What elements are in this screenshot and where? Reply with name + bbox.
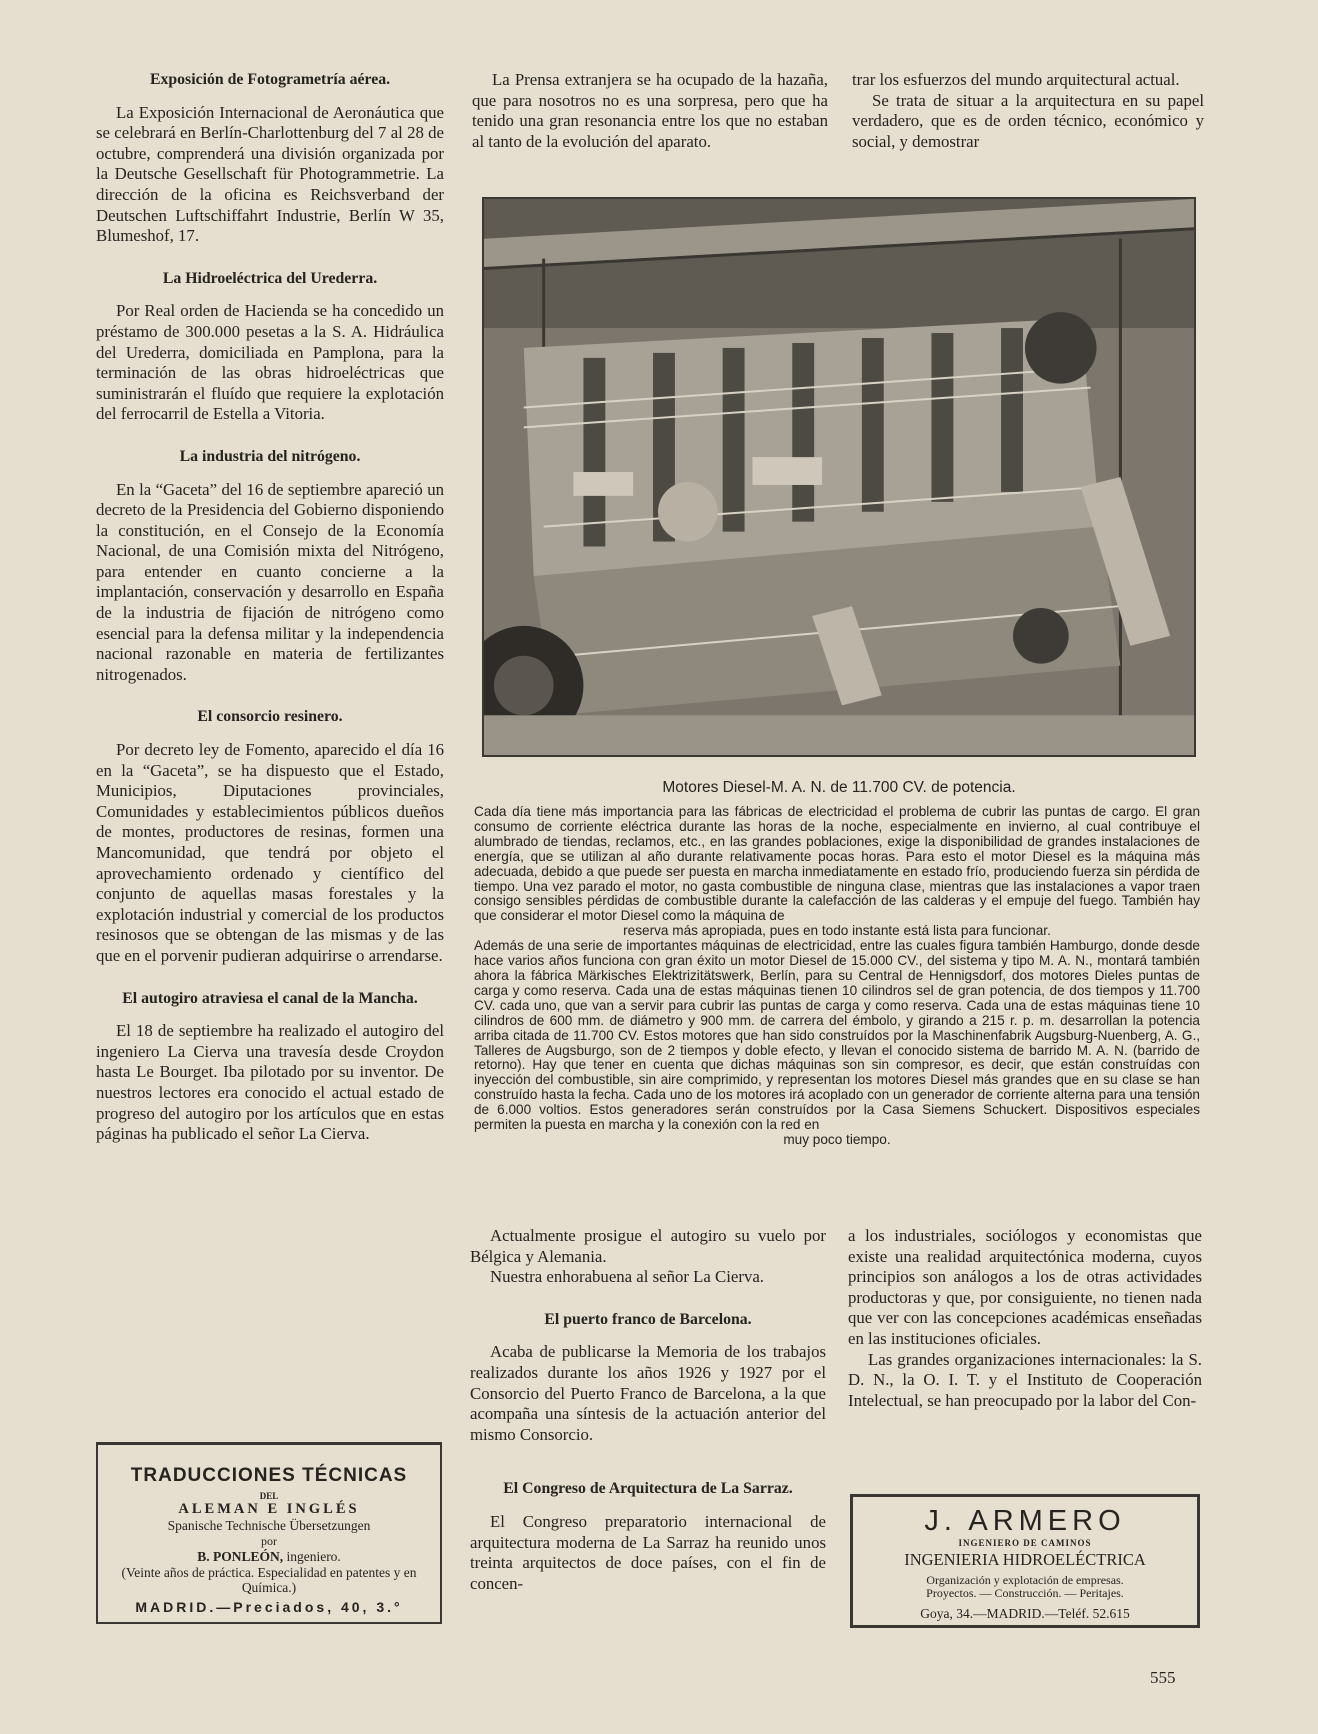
diesel-paragraph-1-end: reserva más apropiada, pues en todo instante está lista para funcionar. — [623, 923, 1051, 939]
advertisement-traducciones — [96, 1442, 442, 1624]
ad-traducciones-languages: ALEMAN E INGLÉS — [178, 1501, 360, 1517]
ad-armero-services-1: Organización y explotación de empresas. — [926, 1573, 1124, 1587]
ad-traducciones-address: MADRID.—Preciados, 40, 3.° — [135, 1599, 403, 1615]
congreso-paragraph: Se trata de situar a la arquitectura en su papel verdadero, que es de orden técnico, económico y social, y demostrar — [852, 90, 1204, 151]
engine-illustration — [484, 199, 1194, 755]
diesel-paragraph-1: Cada día tiene más importancia para las fábricas de electricidad el problema de cubrir las puntas de cargo. El gran consumo de corriente eléctrica durante las horas de la noche, especialmente en invierno, al cual contribuye el alumbrado de tiendas, reclamos, etc., en las grandes poblaciones, exige la disponibilidad de grandes instalaciones de energía, que se utilizan al año durante relativamente pocas horas. Para esto el motor Diesel es la máquina más adecuada, debido a que puede ser puesta en marcha inmediatamente en estado frío, produciendo fuerza sin pérdida de tiempo. Una vez parado el motor, no gasta combustible de ninguna clase, mientras que las instalaciones a vapor traen consigo sensibles pérdidas de combustible durante la calefacción de las calderas y el empuje del fuego. También hay que considerar el motor Diesel como la máquina de — [474, 804, 1200, 924]
section-text-congreso: El Congreso preparatorio internacional de arquitectura moderna de La Sarraz ha reunido unos treinta arquitectos de doce países, con el fin de concen- — [470, 1511, 826, 1593]
ad-armero-address: Goya, 34.—MADRID.—Teléf. 52.615 — [920, 1606, 1130, 1621]
section-title-autogiro: El autogiro atraviesa el canal de la Mancha. — [122, 989, 418, 1007]
congreso-continuation: trar los esfuerzos del mundo arquitectural actual. — [852, 70, 1180, 89]
autogiro-enhorabuena: Nuestra enhorabuena al señor La Cierva. — [490, 1267, 764, 1287]
section-title-congreso: El Congreso de Arquitectura de La Sarraz. — [503, 1480, 793, 1498]
section-text-fotogrametria: La Exposición Internacional de Aeronáutica que se celebrará en Berlín-Charlottenburg del 7 al 28 de octubre, comprenderá una división organizada por la Deutsche Gesellschaft für Photogrammetrie. La dirección de la oficina es Reichsverband der Deutschen Luftschiffahrt Industrie, Berlín W 35, Blumeshof, 17. — [96, 102, 444, 246]
photo-caption: Motores Diesel-M. A. N. de 11.700 CV. de potencia. — [662, 779, 1016, 796]
section-title-fotogrametria: Exposición de Fotogrametría aérea. — [149, 71, 391, 88]
ad-traducciones-title: TRADUCCIONES TÉCNICAS — [130, 1465, 408, 1486]
ad-traducciones-del: DEL — [259, 1491, 279, 1501]
ad-armero-specialty: INGENIERIA HIDROELÉCTRICA — [904, 1550, 1146, 1569]
congreso-organizaciones: Las grandes organizaciones internacionales: la S. D. N., la O. I. T. y el Instituto de Cooperación Intelectual, se han preocupado por la labor del Con- — [848, 1349, 1202, 1410]
section-text-nitrogeno: En la “Gaceta” del 16 de septiembre apareció un decreto de la Presidencia del Gobierno disponiendo la constitución, en el Consejo de la Economía Nacional, de una Comisión mixta del Nitrógeno, para entender en cuanto concierne a la implantación, conservación y desarrollo en España de la industria de fijación de nitrógeno como esencial para la defensa militar y la independencia nacional razonable en materia de fertilizantes nitrogenados. — [96, 479, 444, 684]
ad-traducciones-role: ingeniero. — [286, 1549, 341, 1564]
left-column — [96, 70, 444, 1145]
ad-traducciones-por: por — [261, 1534, 277, 1548]
ad-traducciones-name: B. PONLEÓN, — [197, 1549, 284, 1564]
ad-armero-name: J. ARMERO — [924, 1505, 1126, 1537]
section-title-urederra: La Hidroeléctrica del Urederra. — [162, 269, 378, 287]
congreso-paragraph-cont: a los industriales, sociólogos y economistas que existe una realidad arquitectónica moderna, cuyos principios son análogos a los de otras actividades productoras y que, por consiguiente, no tienen nada que ver con las concepciones académicas enseñadas en las instituciones oficiales. — [848, 1226, 1202, 1348]
section-title-resinero: El consorcio resinero. — [197, 708, 343, 726]
ad-armero-services-2: Proyectos. — Construcción. — Peritajes. — [926, 1586, 1124, 1600]
page-number: 555 — [1150, 1668, 1176, 1687]
autogiro-continuation: La Prensa extranjera se ha ocupado de la hazaña, que para nosotros no es una sorpresa, pero que ha tenido una gran resonancia entre los que no estaban al tanto de la evolución del aparato. — [472, 70, 828, 151]
ad-armero-title: INGENIERO DE CAMINOS — [958, 1538, 1092, 1548]
ad-armero-services — [853, 1574, 1197, 1600]
ad-traducciones-name-line — [98, 1549, 440, 1565]
middle-top-column — [472, 70, 828, 152]
section-text-puerto-franco: Acaba de publicarse la Memoria de los trabajos realizados durante los años 1926 y 1927 por el Consorcio del Puerto Franco de Barcelona, a la que acompaña una síntesis de la actuación anterior del mismo Consorcio. — [470, 1342, 826, 1444]
ad-traducciones-experience: (Veinte años de práctica. Especialidad en patentes y en Química.) — [121, 1565, 417, 1595]
section-title-nitrogeno: La industria del nitrógeno. — [179, 447, 361, 465]
diesel-paragraph-2-end: muy poco tiempo. — [783, 1131, 891, 1147]
section-text-autogiro: El 18 de septiembre ha realizado el autogiro del ingeniero La Cierva una travesía desde Croydon hasta Le Bourget. Iba pilotado por su inventor. De nuestros lectores era conocido el actual estado de progreso del autogiro por los artículos que en estas páginas ha publicado el señor La Cierva. — [96, 1021, 444, 1144]
middle-bottom-column — [470, 1226, 826, 1594]
ad-traducciones-german: Spanische Technische Übersetzungen — [167, 1518, 371, 1533]
autogiro-vuelo: Actualmente prosigue el autogiro su vuelo por Bélgica y Alemania. — [470, 1226, 826, 1266]
right-top-column — [852, 70, 1204, 152]
advertisement-armero — [850, 1494, 1200, 1628]
right-bottom-column — [848, 1226, 1202, 1411]
section-text-resinero: Por decreto ley de Fomento, aparecido el día 16 en la “Gaceta”, se ha dispuesto que el Estado, Municipios, Diputaciones provinciales, Comunidades y establecimientos públicos dueños de montes, productores de resinas, formen una Mancomunidad, que tendrá por objeto el aprovechamiento ordenado y científico del conjunto de aquellas masas forestales y la explotación industrial y comercial de los productos resinosos que se obtengan de las mismas y de las que en el porvenir pudieran adquirirse o arrendarse. — [96, 740, 444, 965]
diesel-engine-photo — [482, 197, 1196, 757]
section-text-urederra: Por Real orden de Hacienda se ha concedido un préstamo de 300.000 pesetas a la S. A. Hidráulica del Urederra, domiciliada en Pamplona, para la terminación de las obras hidroeléctricas que suministrarán el fluído que requiere la explotación del ferrocarril de Estella a Vitoria. — [96, 301, 444, 424]
diesel-article — [474, 805, 1200, 1148]
diesel-paragraph-2: Además de una serie de importantes máquinas de electricidad, entre las cuales figura también Hamburgo, donde desde hace varios años funciona con gran éxito un motor Diesel de 15.000 CV., del sistema y tipo M. A. N., montará también ahora la fábrica Märkisches Elektrizitätswerk, Berlín, para su Central de Hennigsdorf, dos motores Dieles puntas de carga y como reserva. Cada una de estas máquinas tienen 10 cilindros sel de gran potencia, de dos tiempos y 11.700 CV. cada uno, que van a servir para cubrir las puntas de carga y como reserva. Cada una de estas máquinas tiene 10 cilindros de 600 mm. de diámetro y 900 mm. de carrera del émbolo, y girando a 215 r. p. m. desarrollan la potencia arriba citada de 11.700 CV. Estos motores que han sido construídos por la Maschinenfabrik Augsburg-Nuenberg, A. G., Talleres de Augsburgo, son de 2 tiempos y doble efecto, y llevan el conocido sistema de barrido M. A. N. (barrido de retorno). Hay que tener en cuenta que dichas máquinas son sin compresor, es decir, que están construídas con inyección del combustible, sin aire comprimido, y representan los motores Diesel más grandes que en su clase se han construído hasta la fecha. Cada uno de los motores irá acoplado con un generador de corriente alterna para una tensión de 6.000 voltios. Estos generadores serán construídos por la Casa Siemens Schuckert. Dispositivos especiales permiten la puesta en marcha y la conexión con la red en — [474, 938, 1200, 1133]
section-title-puerto-franco: El puerto franco de Barcelona. — [544, 1310, 752, 1328]
